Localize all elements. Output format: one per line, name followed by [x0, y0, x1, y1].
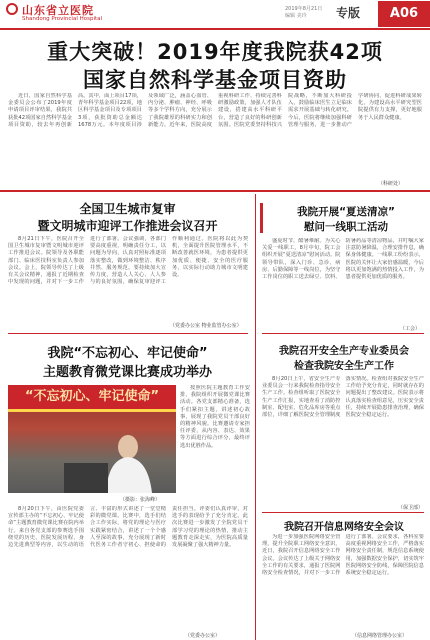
article-body: 盛夏时节，酷暑难耐。为关心关爱一线职工，8月中旬，院工会组织开展“夏送清凉”慰问活动。院领导带队，深入门诊、急诊、病房、后勤保障等一线岗位，为坚守工作岗位的职工送去绿豆、饮料、防暑药品等清凉物品，并叮嘱大家注意防暑降温，合理安排作息，确保身体健康。一线职工纷纷表示，医院的关怀让大家倍感温暖，今后将以更加饱满的热情投入工作，为患者提供更加优质的服务。 [262, 238, 424, 281]
hospital-name: 山东省立医院 [22, 4, 94, 17]
dateline [285, 6, 322, 20]
article-title: 暨文明城市迎评工作推进会议召开 [37, 219, 218, 233]
photo-credit: （摄影：张海峰） [120, 497, 161, 503]
article-credit: （党委办公室 物业监管办公室） [170, 323, 242, 329]
lead-headline-line2: 国家自然科学基金项目资助 [83, 68, 347, 92]
article-title: 检查我院安全生产工作 [294, 361, 394, 372]
top-divider [0, 190, 430, 192]
lead-body: 近日，国家自然科学基金委员会公布了2019年度申请项目评审结果，我院共获批42项国家自然科学基金项目资助，较去年再创新高。其中，面上项目17项，青年科学基金项目22项，地区科学基金项目及专项项目3项，获批资助总金额达1678万元。本年度项目涉及领域广泛，涵盖心血管、内分泌、肿瘤、神经、呼吸等多个学科方向，充分展示了我院雄厚的科研实力和创新能力。近年来，医院高度重视科研工作，持续完善科研激励政策，加强人才队伍建设，搭建高水平科研平台，营造了良好的科研创新氛围。医院党委坚持科技兴院战略，不断加大科研投入，鼓励临床医生立足临床需求开展基础与转化研究。今后，医院将继续加强科研管理与服务，进一步推动产学研协同，促进科研成果转化，为建设高水平研究型医院提供有力支撑，更好地服务于人民群众健康。 [8, 93, 422, 128]
page-number: A06 [378, 1, 430, 27]
speaker-figure-icon [8, 385, 176, 493]
photo-banner-text: “不忘初心、牢记使命” [8, 385, 176, 409]
article-body: 按照医院主题教育工作安排，我院组织开展微党课比赛活动。各党支部精心准备，选手们紧扣主题，讲述初心故事，展现了我院党员干部良好的精神风貌。比赛邀请专家担任评委，从内容、表达、效果等方面进行综合评分，最终评选出优胜作品。 [180, 385, 250, 449]
article-credit: （党委办公室） [185, 633, 221, 639]
article-title: 我院召开安全生产专业委员会 [279, 346, 409, 357]
section-label: 专版 [336, 6, 361, 20]
column-divider [255, 194, 256, 640]
article-title: 慰问一线职工活动 [304, 221, 388, 233]
hospital-name-en: Shandong Provincial Hospital [22, 16, 103, 22]
event-photo [8, 385, 176, 493]
article-body: 8月21日下午，医院召开全国卫生城市复审暨文明城市迎评工作推进会议。院领导及各职能部门、临床医技科室负责人参加会议。会上，院领导传达了上级有关会议精神，通报了近期检查中发现的问题，并对下一步工作进行了部署。会议强调，各部门要高度重视，明确责任分工，以问题为导向，认真对照标准逐项落实整改，做到环境整洁、秩序井然、服务规范。要持续加大宣传力度，营造人人关心、人人参与的良好氛围，确保复审迎评工作顺利通过。医院将以此为契机，全面提升医院管理水平，不断改善就医环境，为患者提供更加优质、便捷、安全的医疗服务，以实际行动助力城市文明建设。 [8, 236, 248, 286]
hospital-logo-icon [6, 3, 18, 15]
section-divider [262, 512, 424, 513]
article-title: 全国卫生城市复审 [79, 202, 176, 216]
article-body: 8月20日下午，由医院党委宣传部主办的“不忘初心、牢记使命”主题教育微党课比赛在院内举行。来自各党支部的参赛选手围绕党的历史、医院发展历程、身边先进典型等内容，以生动的语言、丰富的形式讲述了一堂堂精彩的微党课。比赛中，选手们结合工作实际，将党的理论与医疗实践紧密结合，讲述了一个个感人至深的故事，充分展现了新时代医务工作者守初心、担使命的责任担当。评委们认真评审，对选手的表现给予了充分肯定。此次比赛进一步激发了全院党员干部学习党的理论的热情，推动主题教育走深走实，为医院高质量发展凝聚了强大精神力量。 [8, 506, 248, 549]
article-credit: （信息网络管理办公室） [352, 633, 408, 639]
section-divider [8, 333, 248, 334]
article-title: 我院召开信息网络安全会议 [284, 522, 404, 533]
article-title: 我院“不忘初心、牢记使命” [47, 346, 208, 361]
masthead [0, 0, 430, 30]
article-title: 主题教育微党课比赛成功举办 [42, 365, 212, 380]
editor: 编辑 美玲 [285, 13, 307, 19]
issue-date: 2019年8月21日 [285, 6, 323, 12]
section-divider [262, 333, 424, 334]
article-title: 我院开展“夏送清凉” [297, 206, 395, 218]
article-body: 为进一步加强医院网络安全管理，提升全院职工网络安全意识，近日，我院召开信息网络安全工作会议。会议传达了上级关于网络安全工作的有关要求，通报了医院网络安全检查情况，并对下一步工作进行了部署。会议要求，各科室要高度重视网络安全工作，严格落实网络安全责任制，规范信息系统使用，加强数据安全保护，切实筑牢医院网络安全防线，保障医院信息系统安全稳定运行。 [262, 534, 424, 577]
article-credit: （保卫部） [398, 505, 424, 511]
article-credit: （工会） [400, 326, 421, 332]
lead-headline-line1: 重大突破！2019年度我院获42项 [47, 40, 383, 64]
article-body: 8月20日上午，省安全生产专业委员会一行来我院检查指导安全生产工作。检查组听取了医院安全生产工作汇报，实地查看了消防控制室、配电室、危化品库房等重点部位，详细了解医院安全管理制度落实情况。检查组对我院安全生产工作给予充分肯定，同时就存在的问题提出了整改建议。医院表示将认真落实检查组意见，压实安全责任，持续开展隐患排查治理，确保医院安全稳定运行。 [262, 376, 424, 419]
lead-credit: （科研处） [378, 181, 404, 187]
